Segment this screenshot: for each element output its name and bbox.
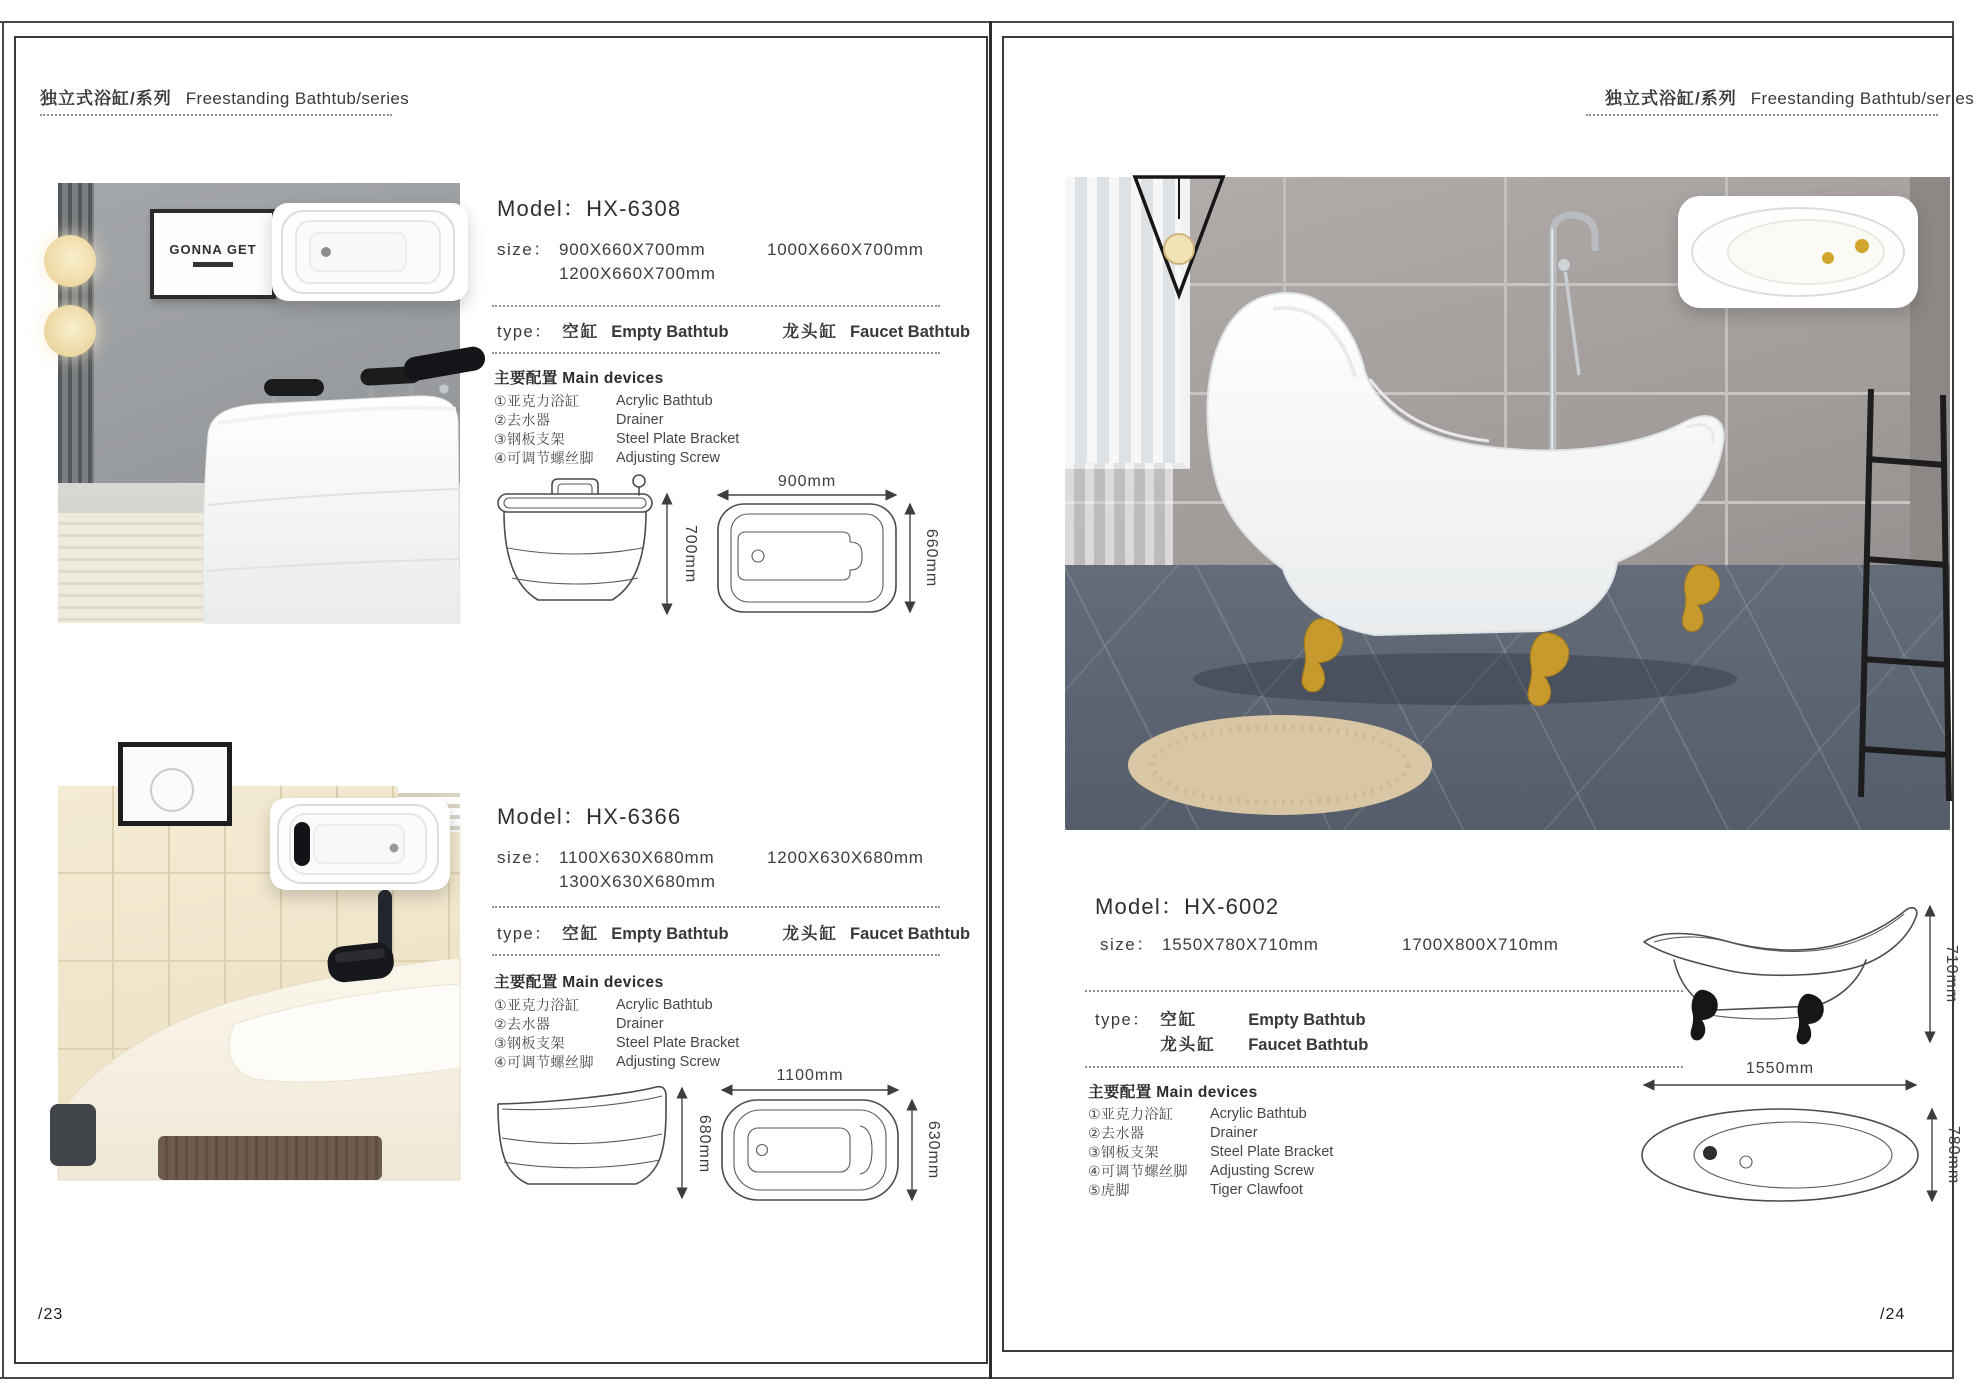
devices-title-hx6366: 主要配置 Main devices [494, 974, 664, 991]
drain-circle [1740, 1156, 1752, 1168]
device-row [494, 392, 739, 411]
diagram-hx6308 [490, 472, 938, 642]
device-en: Steel Plate Bracket [1210, 1144, 1334, 1160]
device-row [1088, 1105, 1333, 1124]
left-header-underline [40, 114, 392, 116]
type-block-hx6002 [1095, 1006, 1368, 1058]
sheet-edge-top [0, 21, 1954, 23]
type-row-hx6308 [497, 318, 970, 342]
clawfoot-tub-side-view-diagram [1644, 908, 1917, 1045]
separator [492, 954, 940, 956]
claw-foot-right [1797, 994, 1824, 1045]
dim-width: 660mm [923, 528, 940, 588]
dim-height: 700mm [682, 524, 699, 584]
device-row [1088, 1143, 1333, 1162]
device-row [494, 430, 739, 449]
inset1-tub-topview-drawing [272, 203, 468, 301]
size-block-hx6366 [497, 846, 924, 894]
gold-claw-foot-right [1682, 565, 1719, 632]
device-cn: ④可调节螺丝脚 [494, 450, 595, 466]
devices-list-hx6308 [494, 392, 739, 468]
left-page-header [40, 84, 409, 109]
drain-dot [390, 844, 399, 853]
size-col2 [767, 238, 924, 286]
device-row [494, 1015, 739, 1034]
type-row-hx6366 [497, 920, 970, 944]
devices-list-hx6002 [1088, 1105, 1333, 1200]
tub-side-view-diagram [498, 475, 652, 600]
device-en: Adjusting Screw [616, 450, 720, 466]
separator [492, 906, 940, 908]
devices-title-hx6002: 主要配置 Main devices [1088, 1084, 1258, 1101]
header-cn: 独立式浴缸/系列 [1605, 89, 1737, 108]
device-cn: ④可调节螺丝脚 [494, 1054, 595, 1070]
model-title-hx6366: Model：HX-6366 [497, 804, 682, 829]
type1-cn: 空缸 [1160, 1011, 1198, 1029]
type1-en: Empty Bathtub [611, 925, 729, 943]
type2-en: Faucet Bathtub [850, 925, 971, 943]
tub-side-view-diagram [498, 1087, 666, 1184]
dim-width: 780mm [1945, 1125, 1962, 1185]
dim-width: 630mm [925, 1120, 942, 1180]
device-en: Acrylic Bathtub [1210, 1106, 1307, 1122]
rug [1128, 715, 1432, 815]
model-title-hx6308: Model：HX-6308 [497, 196, 682, 221]
size-label: size： [497, 848, 552, 867]
wall-poster-text: GONNA GET [169, 241, 257, 257]
size-value: 1550X780X710mm [1162, 935, 1319, 954]
device-row [494, 1034, 739, 1053]
dim-length: 900mm [777, 473, 837, 490]
inset-hx6308-topview [272, 203, 468, 301]
header-en: Freestanding Bathtub/series [1750, 89, 1975, 108]
dim-height: 710mm [1943, 944, 1960, 1004]
size-col2 [1402, 933, 1559, 957]
dim-length: 1100mm [776, 1067, 844, 1084]
device-row [494, 996, 739, 1015]
type1-cn: 空缸 [562, 925, 600, 943]
size-value: 1200X630X680mm [767, 848, 924, 867]
left-page-number: /23 [38, 1306, 64, 1323]
device-cn: ④可调节螺丝脚 [1088, 1163, 1189, 1179]
size-label: size： [1100, 935, 1155, 954]
dark-rug [158, 1136, 382, 1180]
type2-cn: 龙头缸 [782, 323, 839, 341]
size-value: 1300X630X680mm [559, 872, 716, 891]
device-cn: ①亚克力浴缸 [494, 393, 580, 409]
type-label: type： [497, 323, 553, 341]
devices-list-hx6366 [494, 996, 739, 1072]
type1-en: Empty Bathtub [611, 323, 729, 341]
size-col1 [559, 846, 767, 894]
type2-cn: 龙头缸 [1160, 1036, 1216, 1054]
type2-en: Faucet Bathtub [850, 323, 971, 341]
separator [1085, 990, 1683, 992]
device-cn: ③钢板支架 [494, 431, 566, 447]
inset-hx6002-topview [1678, 196, 1918, 308]
device-cn: ③钢板支架 [1088, 1144, 1160, 1160]
tub-shadow [1193, 653, 1737, 705]
devices-title-hx6308: 主要配置 Main devices [494, 370, 664, 387]
tub-body [1207, 293, 1723, 635]
device-en: Acrylic Bathtub [616, 997, 713, 1013]
tub-top-view-diagram [722, 1100, 898, 1200]
device-cn: ⑤虎脚 [1088, 1182, 1131, 1198]
size-block-hx6308 [497, 238, 924, 286]
header-cn: 独立式浴缸/系列 [40, 89, 172, 108]
dim-length: 1550mm [1745, 1060, 1815, 1077]
spine-divider [989, 21, 992, 1379]
device-en: Drainer [616, 412, 664, 428]
device-row [1088, 1162, 1333, 1181]
sheet-edge-bottom [0, 1377, 1954, 1379]
tub-body [203, 396, 460, 623]
size-col1 [1162, 933, 1402, 957]
size-col2 [767, 846, 924, 894]
right-page-header [1605, 84, 1974, 109]
type-label: type： [497, 925, 553, 943]
drain-dot [321, 247, 331, 257]
inset2-tub-topview-drawing [270, 798, 450, 890]
inset-hx6366-topview [270, 798, 450, 890]
device-cn: ③钢板支架 [494, 1035, 566, 1051]
device-row [1088, 1124, 1333, 1143]
tub-faucet-knob [439, 384, 449, 394]
pendant-light [1135, 177, 1223, 295]
inset-headrest [294, 822, 310, 866]
size-value: 1100X630X680mm [559, 848, 715, 867]
side-stool [50, 1104, 96, 1166]
size-value: 1700X800X710mm [1402, 935, 1559, 954]
right-header-underline [1586, 114, 1938, 116]
faucet-hole-dot [1703, 1146, 1717, 1160]
device-row [1088, 1181, 1333, 1200]
size-label: size： [497, 240, 552, 259]
device-en: Steel Plate Bracket [616, 431, 740, 447]
device-en: Adjusting Screw [1210, 1163, 1314, 1179]
ladder-shelf [1861, 389, 1949, 801]
type-label: type： [1095, 1011, 1151, 1029]
separator [1085, 1066, 1683, 1068]
device-cn: ②去水器 [1088, 1125, 1145, 1141]
inset3-tub-topview-drawing [1678, 196, 1918, 308]
device-row [494, 411, 739, 430]
device-en: Adjusting Screw [616, 1054, 720, 1070]
right-page-number: /24 [1880, 1306, 1906, 1323]
diagram-hx6366 [490, 1066, 942, 1211]
device-en: Acrylic Bathtub [616, 393, 713, 409]
sheet-edge-left [2, 21, 4, 1379]
size-col1 [559, 238, 767, 286]
dim-height: 680mm [696, 1114, 713, 1174]
claw-foot-left [1691, 990, 1718, 1041]
size-value: 1000X660X700mm [767, 240, 924, 259]
gold-drain-dot [1822, 252, 1834, 264]
device-cn: ②去水器 [494, 1016, 551, 1032]
separator [492, 352, 940, 354]
type2-cn: 龙头缸 [782, 925, 839, 943]
tub-top-view-diagram [718, 504, 896, 612]
size-block-hx6002 [1100, 933, 1559, 957]
type1-cn: 空缸 [562, 323, 600, 341]
device-en: Drainer [616, 1016, 664, 1032]
device-cn: ②去水器 [494, 412, 551, 428]
device-row [494, 449, 739, 468]
size-value: 1200X660X700mm [559, 264, 716, 283]
model-title-hx6002: Model：HX-6002 [1095, 894, 1280, 919]
device-en: Steel Plate Bracket [616, 1035, 740, 1051]
device-cn: ①亚克力浴缸 [494, 997, 580, 1013]
device-en: Drainer [1210, 1125, 1258, 1141]
header-en: Freestanding Bathtub/series [185, 89, 410, 108]
type2-en: Faucet Bathtub [1248, 1036, 1369, 1054]
size-value: 900X660X700mm [559, 240, 706, 259]
type1-en: Empty Bathtub [1248, 1011, 1366, 1029]
clawfoot-tub-top-view-diagram [1642, 1109, 1918, 1201]
diagram-hx6002 [1630, 890, 1965, 1220]
device-cn: ①亚克力浴缸 [1088, 1106, 1174, 1122]
separator [492, 305, 940, 307]
gold-overflow-dot [1855, 239, 1869, 253]
device-en: Tiger Clawfoot [1210, 1182, 1303, 1198]
